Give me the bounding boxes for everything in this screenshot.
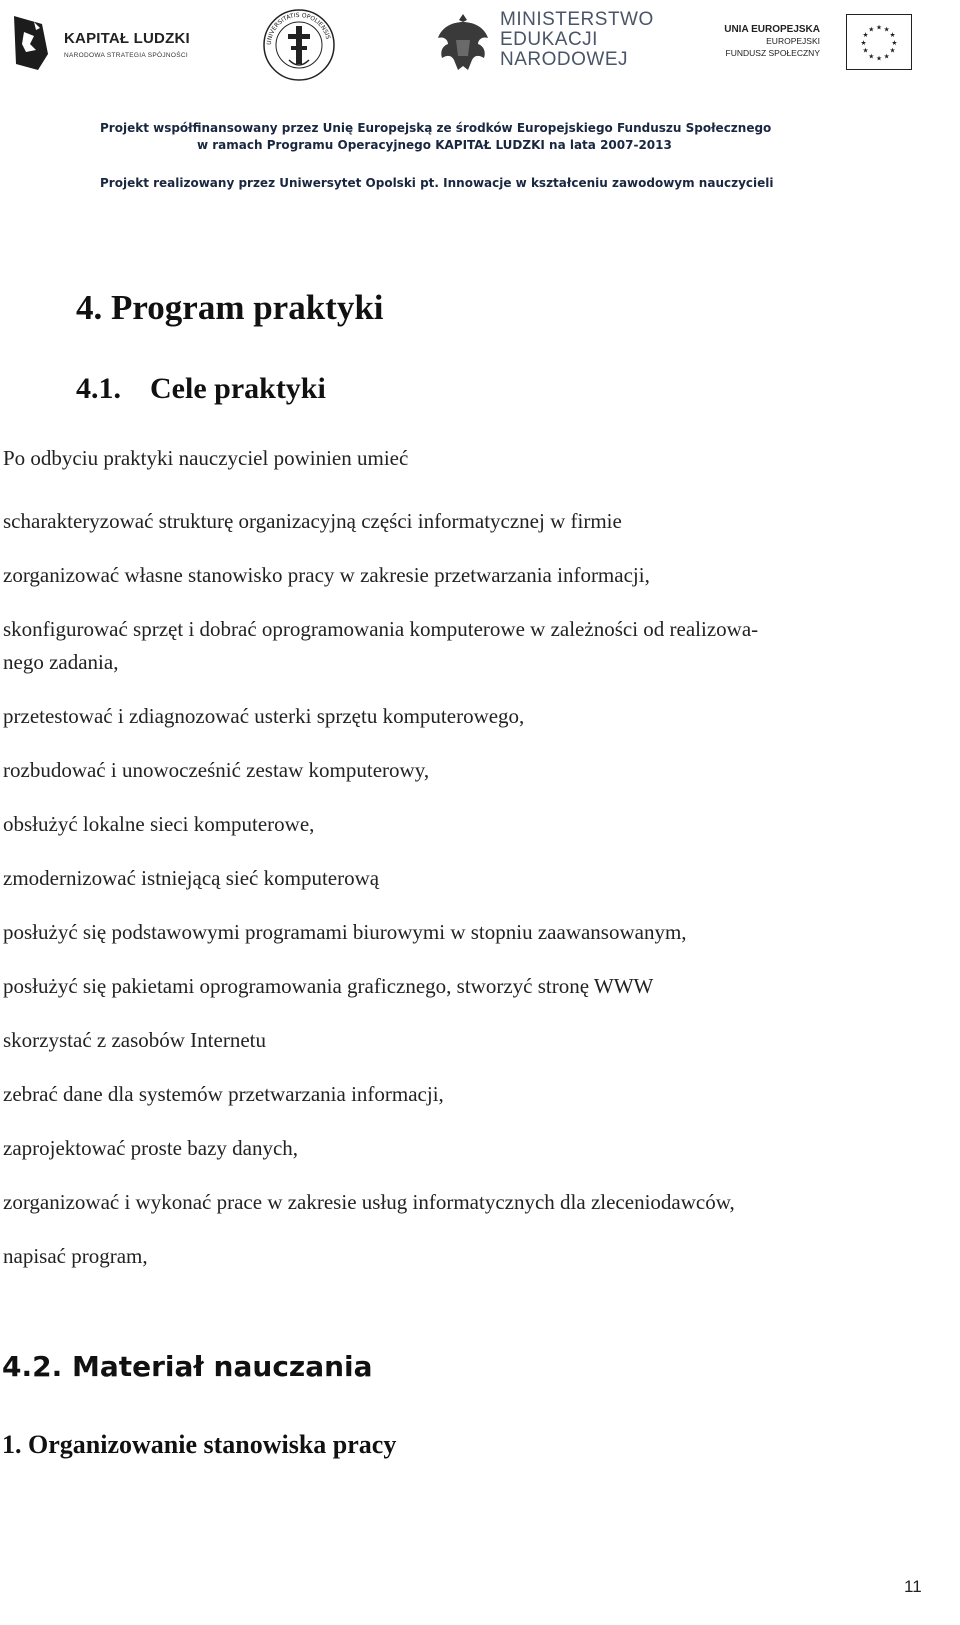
- materials-heading: 4.2. Materiał nauczania: [2, 1350, 373, 1383]
- goal-item: obsłużyć lokalne sieci komputerowe,: [3, 812, 315, 836]
- svg-text:★: ★: [860, 38, 867, 47]
- logo-bar: [0, 0, 960, 100]
- ministry-line-1: MINISTERSTWO: [500, 9, 654, 30]
- goal-item: przetestować i zdiagnozować usterki sprzętu komputerowego,: [3, 704, 525, 728]
- goal-item: zorganizować własne stanowisko pracy w zakresie przetwarzania informacji,: [3, 563, 650, 587]
- kapital-ludzki-mark-icon: [12, 14, 52, 72]
- eu-flag-icon: [846, 14, 912, 70]
- project-realization-line: Projekt realizowany przez Uniwersytet Opolski pt. Innowacje w kształceniu zawodowym nauczycieli: [100, 176, 774, 190]
- project-program-line: w ramach Programu Operacyjnego KAPITAŁ LUDZKI na lata 2007-2013: [197, 138, 672, 152]
- svg-text:★: ★: [891, 38, 898, 47]
- goal-item: rozbudować i unowocześnić zestaw komputerowy,: [3, 758, 430, 782]
- goal-item: skorzystać z zasobów Internetu: [3, 1028, 266, 1052]
- goal-item: napisać program,: [3, 1244, 148, 1268]
- kapital-ludzki-subtitle: NARODOWA STRATEGIA SPÓJNOŚCI: [64, 52, 188, 59]
- subsection-title: Cele praktyki: [150, 372, 326, 405]
- svg-text:★: ★: [862, 46, 869, 55]
- university-seal-icon: [262, 8, 336, 82]
- svg-text:★: ★: [889, 46, 896, 55]
- intro-paragraph: Po odbyciu praktyki nauczyciel powinien umieć: [3, 446, 409, 470]
- goal-item: posłużyć się podstawowymi programami biurowymi w stopniu zaawansowanym,: [3, 920, 687, 944]
- svg-text:★: ★: [883, 25, 890, 34]
- svg-text:UNIVERSITATIS OPOLIENSIS: UNIVERSITATIS OPOLIENSIS: [265, 11, 332, 46]
- svg-text:★: ★: [883, 52, 890, 61]
- ministry-line-3: NARODOWEJ: [500, 49, 628, 70]
- eu-line-2: EUROPEJSKI: [766, 36, 820, 46]
- svg-text:★: ★: [875, 54, 883, 63]
- eagle-emblem-icon: [434, 10, 492, 76]
- goal-item: zebrać dane dla systemów przetwarzania informacji,: [3, 1082, 444, 1106]
- project-cofinancing-line: Projekt współfinansowany przez Unię Europejską ze środków Europejskiego Funduszu Społecznego: [100, 121, 772, 135]
- goal-item-continuation: nego zadania,: [3, 650, 119, 674]
- svg-text:★: ★: [868, 25, 875, 34]
- eu-line-3: FUNDUSZ SPOŁECZNY: [725, 48, 820, 58]
- kapital-ludzki-title: KAPITAŁ LUDZKI: [64, 30, 190, 47]
- svg-text:★: ★: [889, 31, 896, 40]
- goal-item: posłużyć się pakietami oprogramowania graficznego, stworzyć stronę WWW: [3, 974, 654, 998]
- goal-item: zmodernizować istniejącą sieć komputerową: [3, 866, 380, 890]
- ministry-line-2: EDUKACJI: [500, 29, 598, 50]
- materials-item-heading: 1. Organizowanie stanowiska pracy: [2, 1430, 397, 1459]
- page-number: 11: [904, 1577, 922, 1596]
- section-heading: 4. Program praktyki: [76, 288, 384, 327]
- goal-item: skonfigurować sprzęt i dobrać oprogramowania komputerowe w zależności od realizowa-: [3, 617, 759, 641]
- ministry-education-logo: [434, 10, 664, 78]
- svg-text:★: ★: [875, 23, 883, 32]
- kapital-ludzki-logo: [12, 14, 192, 72]
- goal-item: zorganizować i wykonać prace w zakresie usług informatycznych dla zleceniodawców,: [3, 1190, 735, 1214]
- eu-social-fund-logo: [718, 14, 912, 72]
- svg-text:★: ★: [862, 31, 869, 40]
- goal-item: scharakteryzować strukturę organizacyjną części informatycznej w firmie: [3, 509, 622, 533]
- subsection-number: 4.1.: [76, 372, 121, 405]
- eu-text: [724, 24, 820, 59]
- subsection-heading: [76, 372, 326, 406]
- eu-line-1: UNIA EUROPEJSKA: [724, 24, 820, 35]
- goal-item: zaprojektować proste bazy danych,: [3, 1136, 299, 1160]
- university-opole-seal: [262, 8, 336, 82]
- ministry-name: [500, 10, 654, 70]
- svg-text:★: ★: [868, 52, 875, 61]
